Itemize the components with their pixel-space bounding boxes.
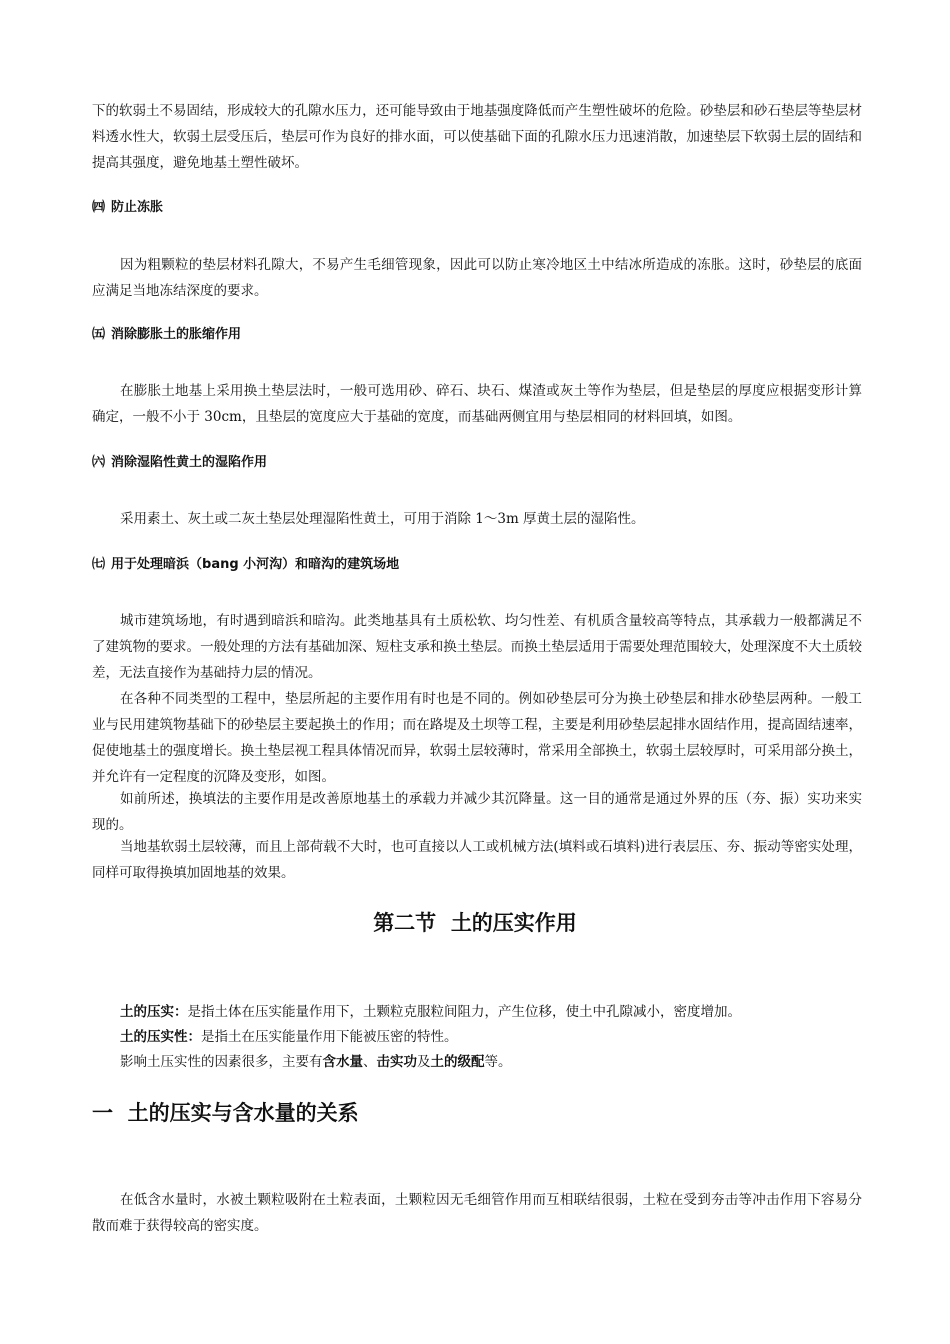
factors-sep: 、 xyxy=(363,1054,377,1070)
factor-compaction-effort: 击实功 xyxy=(376,1054,417,1070)
subheading-5 xyxy=(92,325,241,345)
term-compaction: 土的压实： xyxy=(120,1004,188,1020)
heading-number: 一 xyxy=(92,1101,113,1125)
section-number: 第二节 xyxy=(373,911,437,935)
factors-pre: 影响土压实性的因素很多，主要有 xyxy=(120,1054,323,1070)
paragraph-6: 采用素土、灰土或二灰土垫层处理湿陷性黄土，可用于消除 1～3m 厚黄土层的湿陷性。 xyxy=(120,511,645,527)
subheading-number: ㈤ xyxy=(92,327,106,342)
paragraph-7d: 当地基软弱土层较薄，而且上部荷载不大时，也可直接以人工或机械方法(填料或石填料)进行表层压、夯、振动等密实处理，同样可取得换填加固地基的效果。 xyxy=(92,839,862,881)
section-title xyxy=(0,908,950,938)
subheading-text: 防止冻胀 xyxy=(111,200,164,215)
section-title-text: 土的压实作用 xyxy=(450,911,577,935)
heading-1 xyxy=(92,1098,359,1128)
paragraph-last: 在低含水量时，水被土颗粒吸附在土粒表面，土颗粒因无毛细管作用而互相联结很弱，土粒在受到夯击等冲击作用下容易分散而难于获得较高的密实度。 xyxy=(92,1192,862,1234)
heading-text: 土的压实与含水量的关系 xyxy=(127,1101,359,1125)
factor-gradation: 土的级配 xyxy=(430,1054,485,1070)
subheading-7 xyxy=(92,555,399,575)
paragraph-7b: 在各种不同类型的工程中，垫层所起的主要作用有时也是不同的。例如砂垫层可分为换土砂垫层和排水砂垫层两种。一般工业与民用建筑物基础下的砂垫层主要起换土的作用；而在路堤及土坝等工程，主要是利用砂垫层起排水固结作用，提高固结速率，促使地基土的强度增长。换土垫层视工程具体情况而异，软弱土层较薄时，常采用全部换土，软弱土层较厚时，可采用部分换土，并允许有一定程度的沉降及变形，如图。 xyxy=(92,691,862,785)
definition-compaction xyxy=(120,1000,862,1024)
definition-compactability xyxy=(120,1025,862,1049)
subheading-6 xyxy=(92,453,267,473)
paragraph-5: 在膨胀土地基上采用换土垫层法时，一般可选用砂、碎石、块石、煤渣或灰土等作为垫层，但是垫层的厚度应根据变形计算确定，一般不小于 30cm，且垫层的宽度应大于基础的宽度，而基础两侧宜用与垫层相同的材料回填，如图。 xyxy=(92,383,862,425)
subheading-4 xyxy=(92,198,163,218)
subheading-text: 消除膨胀土的胀缩作用 xyxy=(111,327,242,342)
subheading-text: 用于处理暗浜（bang 小河沟）和暗沟的建筑场地 xyxy=(111,557,400,572)
term-compactability: 土的压实性： xyxy=(120,1029,201,1045)
paragraph-4: 因为粗颗粒的垫层材料孔隙大，不易产生毛细管现象，因此可以防止寒冷地区土中结冰所造成的冻胀。这时，砂垫层的底面应满足当地冻结深度的要求。 xyxy=(92,257,862,299)
factor-water-content: 含水量 xyxy=(322,1054,363,1070)
factors-line xyxy=(120,1050,862,1074)
subheading-number: ㈣ xyxy=(92,200,106,215)
subheading-number: ㈦ xyxy=(92,557,106,572)
factors-post: 等。 xyxy=(484,1054,512,1070)
paragraph-7c: 如前所述，换填法的主要作用是改善原地基土的承载力并减少其沉降量。这一目的通常是通过外界的压（夯、振）实功来实现的。 xyxy=(92,791,862,833)
definition-text: 是指土体在压实能量作用下，土颗粒克服粒间阻力，产生位移，使土中孔隙减小，密度增加。 xyxy=(187,1004,741,1020)
paragraph-7a: 城市建筑场地，有时遇到暗浜和暗沟。此类地基具有土质松软、均匀性差、有机质含量较高等特点，其承载力一般都满足不了建筑物的要求。一般处理的方法有基础加深、短柱支承和换土垫层。而换土垫层适用于需要处理范围较大，处理深度不大土质较差，无法直接作为基础持力层的情况。 xyxy=(92,613,862,681)
subheading-text: 消除湿陷性黄土的湿陷作用 xyxy=(111,455,268,470)
definition-text: 是指土在压实能量作用下能被压密的特性。 xyxy=(201,1029,458,1045)
subheading-number: ㈥ xyxy=(92,455,106,470)
paragraph-intro: 下的软弱土不易固结，形成较大的孔隙水压力，还可能导致由于地基强度降低而产生塑性破坏的危险。砂垫层和砂石垫层等垫层材料透水性大，软弱土层受压后，垫层可作为良好的排水面，可以使基础下面的孔隙水压力迅速消散，加速垫层下软弱土层的固结和提高其强度，避免地基土塑性破坏。 xyxy=(92,103,862,171)
factors-sep: 及 xyxy=(417,1054,431,1070)
